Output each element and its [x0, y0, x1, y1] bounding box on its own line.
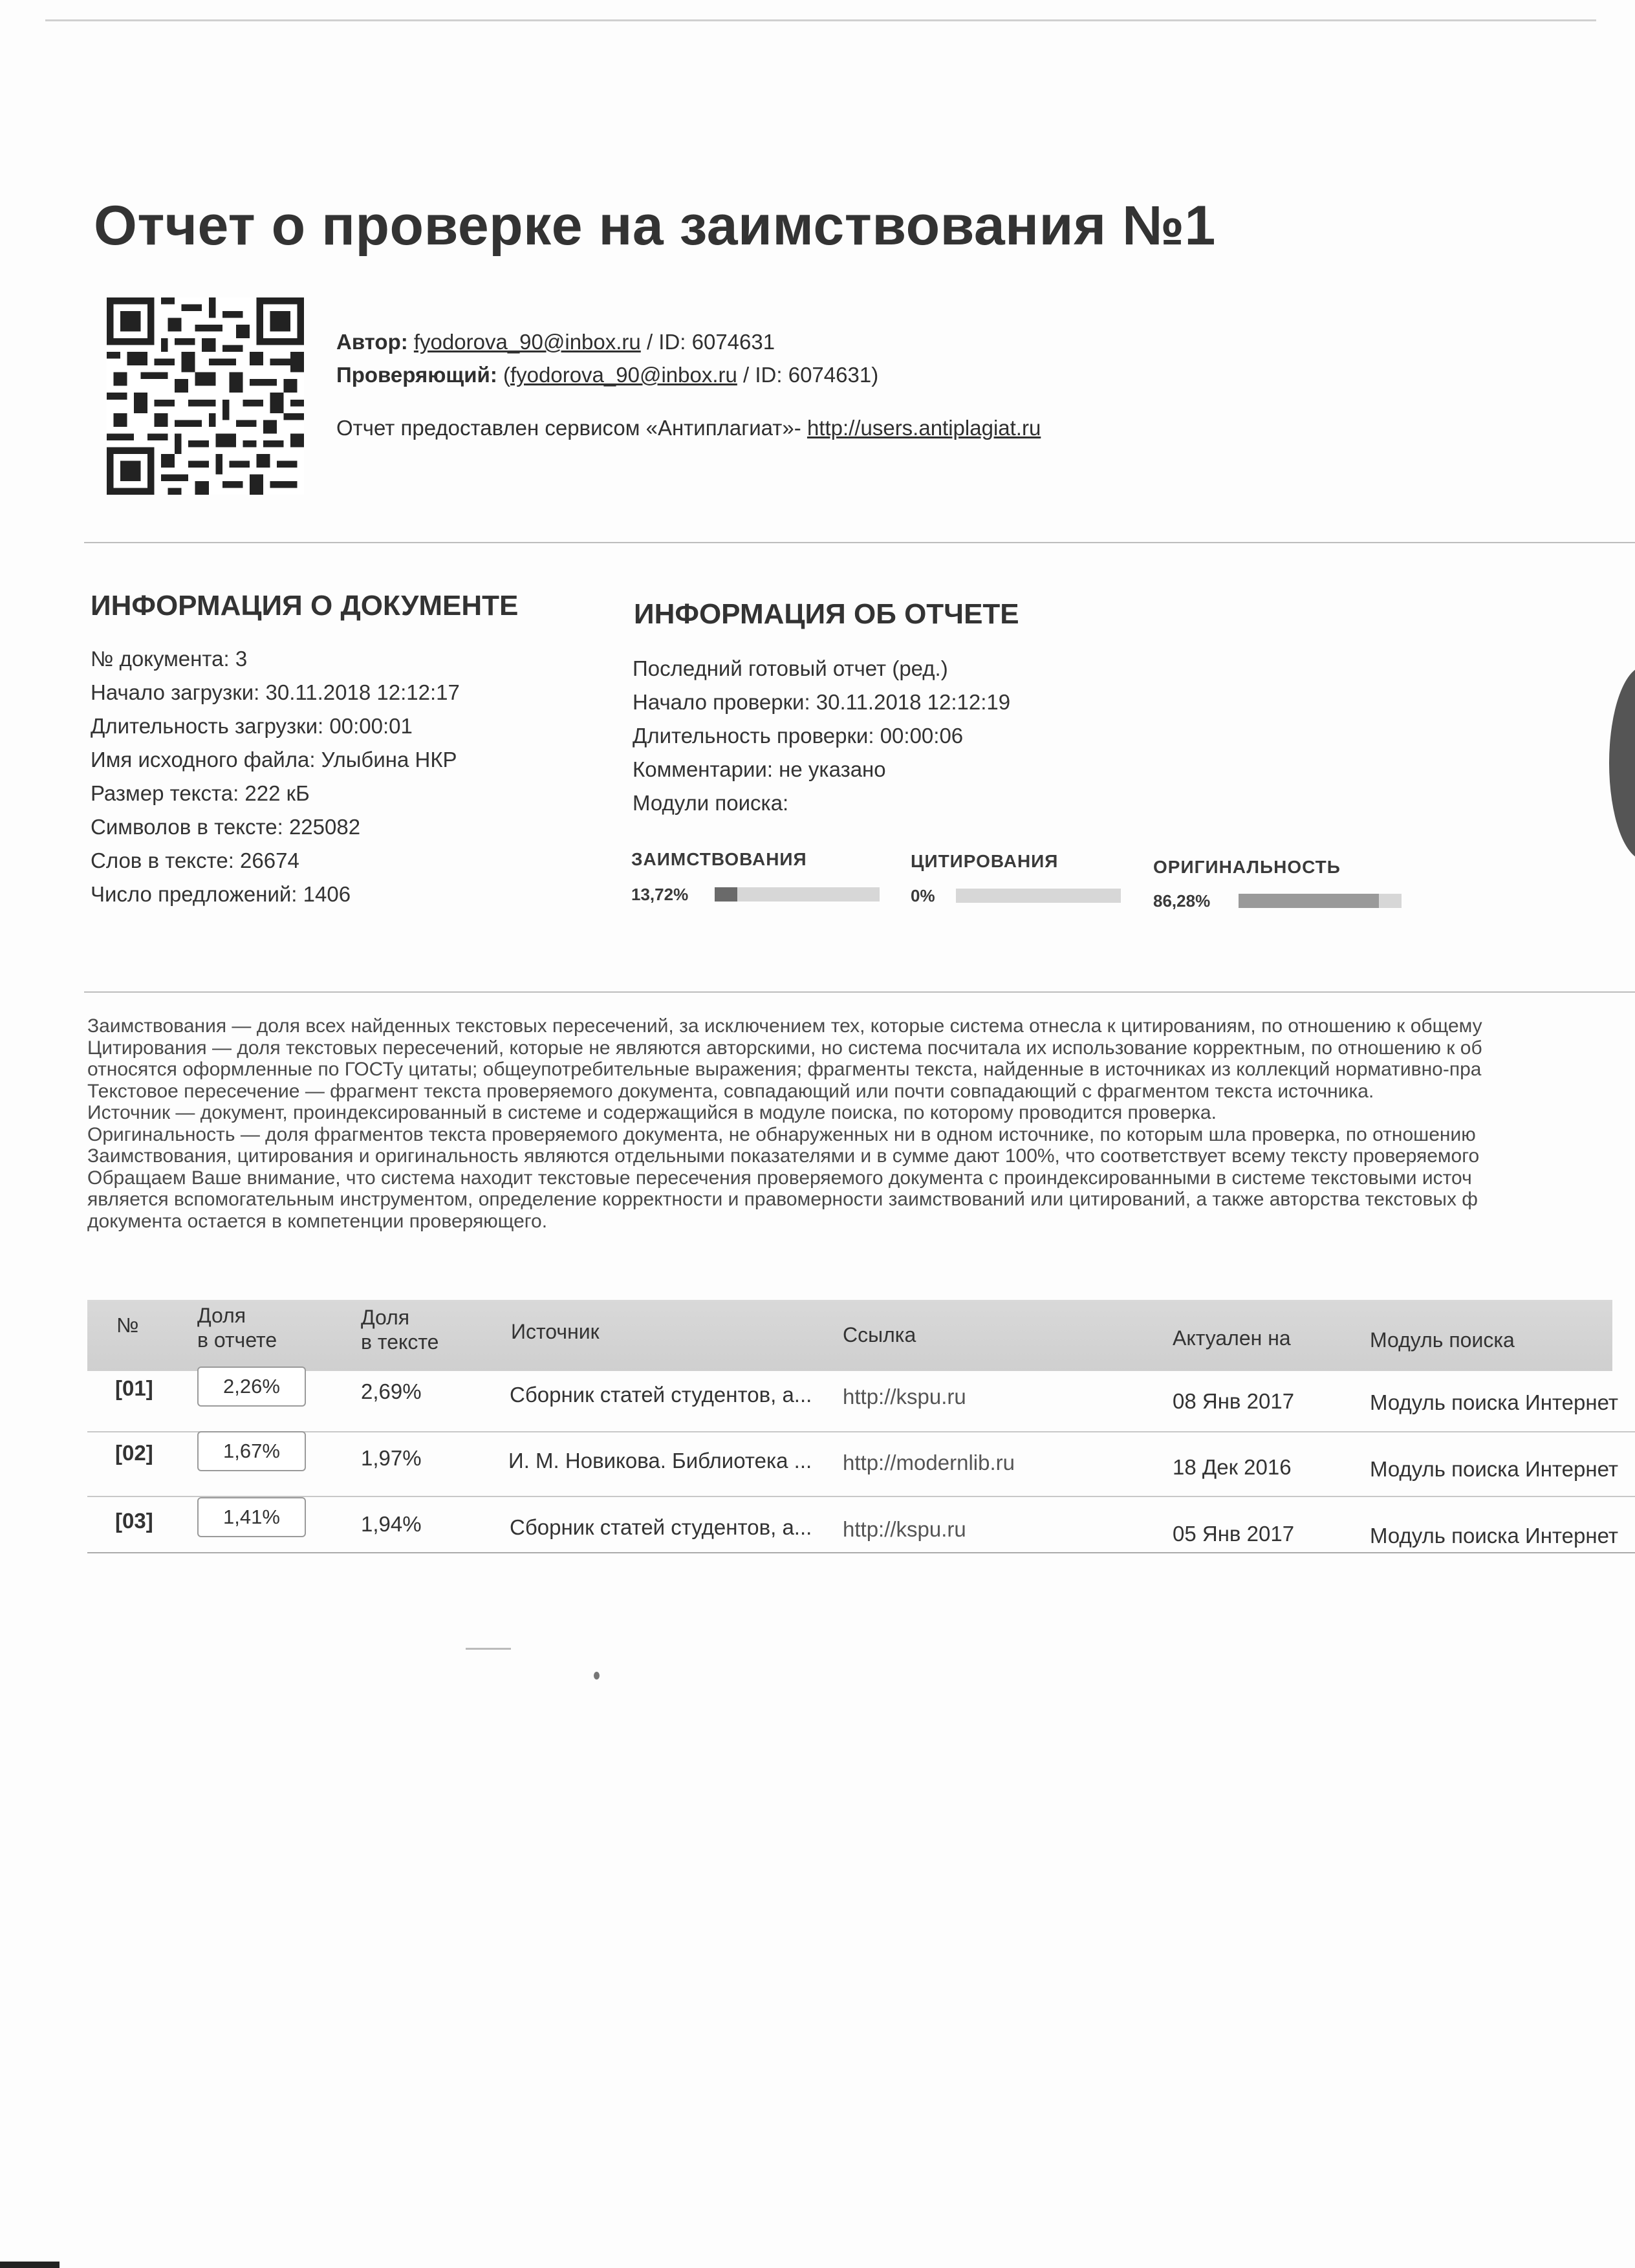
- row-3-actual: 05 Янв 2017: [1173, 1522, 1295, 1546]
- check-duration: Длительность проверки: 00:00:06: [633, 724, 964, 748]
- row-3-link[interactable]: http://kspu.ru: [843, 1517, 966, 1541]
- col-share-text-line1: Доля: [361, 1306, 410, 1329]
- row-2-actual: 18 Дек 2016: [1173, 1455, 1292, 1479]
- author-id: / ID: 6074631: [646, 330, 775, 354]
- row-divider: [87, 1496, 1635, 1497]
- originality-label: ОРИГИНАЛЬНОСТЬ: [1153, 857, 1341, 877]
- col-share-report-line2: в отчете: [197, 1328, 277, 1352]
- row-2-num: [02]: [115, 1441, 153, 1465]
- borrowing-label: ЗАИМСТВОВАНИЯ: [631, 849, 807, 869]
- scan-corner-mark: [0, 2262, 60, 2268]
- legend-line: Обращаем Ваше внимание, что система находит текстовые пересечения проверяемого документа с проиндексированными в системе текстовыми источ: [87, 1167, 1472, 1189]
- row-3-share-report[interactable]: 1,41%: [197, 1497, 306, 1537]
- legend-text: [87, 1015, 1635, 1232]
- sentence-count: Число предложений: 1406: [91, 882, 351, 906]
- word-count: Слов в тексте: 26674: [91, 848, 299, 872]
- row-1-share-report[interactable]: 2,26%: [197, 1366, 306, 1407]
- col-link-header: Ссылка: [843, 1323, 916, 1346]
- col-num-header: №: [116, 1313, 139, 1337]
- doc-info-list: [91, 642, 460, 911]
- doc-info-heading: ИНФОРМАЦИЯ О ДОКУМЕНТЕ: [91, 590, 519, 621]
- row-3-num: [03]: [115, 1509, 153, 1533]
- col-source-header: Источник: [511, 1320, 600, 1343]
- scan-speck: [466, 1648, 511, 1650]
- originality-value: 86,28%: [1153, 891, 1211, 911]
- citation-bar: [956, 889, 1121, 903]
- divider-middle: [84, 991, 1635, 993]
- legend-line: относятся оформленные по ГОСТу цитаты; общеупотребительные выражения; фрагменты текста, найденные в источниках из коллекций нормативно-пра: [87, 1059, 1482, 1080]
- col-share-report-line1: Доля: [197, 1304, 246, 1327]
- scan-speck: [594, 1672, 600, 1679]
- row-1-actual: 08 Янв 2017: [1173, 1389, 1295, 1413]
- col-share-text-line2: в тексте: [361, 1330, 439, 1354]
- row-divider: [87, 1431, 1635, 1432]
- borrowing-bar-fill: [715, 887, 737, 902]
- col-actual-header: Актуален на: [1173, 1326, 1291, 1350]
- author-email-link[interactable]: fyodorova_90@inbox.ru: [413, 330, 641, 354]
- row-3-module: Модуль поиска Интернет: [1370, 1524, 1618, 1548]
- divider-top: [84, 542, 1635, 543]
- col-share-report-header: [197, 1303, 277, 1352]
- page-title: Отчет о проверке на заимствования №1: [94, 195, 1216, 257]
- check-start: Начало проверки: 30.11.2018 12:12:19: [633, 690, 1011, 714]
- stats-pie-chart: [1609, 666, 1635, 860]
- row-2-share-report[interactable]: 1,67%: [197, 1431, 306, 1471]
- upload-duration: Длительность загрузки: 00:00:01: [91, 714, 413, 738]
- author-line: [336, 330, 775, 354]
- upload-start: Начало загрузки: 30.11.2018 12:12:17: [91, 680, 460, 704]
- checker-id: / ID: 6074631): [743, 363, 879, 387]
- originality-bar-fill: [1239, 894, 1379, 908]
- checker-line: [336, 363, 878, 387]
- legend-line: Текстовое пересечение — фрагмент текста проверяемого документа, совпадающий или почти совпадающий с фрагментом текста источника.: [87, 1080, 1374, 1102]
- row-2-link[interactable]: http://modernlib.ru: [843, 1451, 1015, 1474]
- col-share-text-header: [361, 1305, 439, 1354]
- row-1-source[interactable]: Сборник статей студентов, а...: [510, 1383, 812, 1407]
- originality-bar: [1239, 894, 1402, 908]
- row-1-link[interactable]: http://kspu.ru: [843, 1385, 966, 1409]
- checker-open-paren: (: [503, 363, 510, 387]
- borrowing-value: 13,72%: [631, 885, 689, 904]
- report-info-heading: ИНФОРМАЦИЯ ОБ ОТЧЕТЕ: [634, 598, 1019, 630]
- row-1-num: [01]: [115, 1376, 153, 1400]
- comments: Комментарии: не указано: [633, 757, 886, 781]
- top-scan-line: [45, 19, 1596, 21]
- row-3-share-text: 1,94%: [361, 1512, 422, 1536]
- row-3-source[interactable]: Сборник статей студентов, а...: [510, 1515, 812, 1539]
- legend-line: является вспомогательным инструментом, определение корректности и правомерности заимствований или цитирований, а также авторства текстовых ф: [87, 1189, 1478, 1210]
- legend-line: Цитирования — доля текстовых пересечений, которые не являются авторскими, но система посчитала их использование корректным, по отношению к об: [87, 1037, 1482, 1059]
- row-2-module: Модуль поиска Интернет: [1370, 1457, 1618, 1481]
- legend-line: Заимствования — доля всех найденных текстовых пересечений, за исключением тех, которые система отнесла к цитированиям, по отношению к общему: [87, 1015, 1482, 1037]
- legend-line: документа остается в компетенции проверяющего.: [87, 1210, 548, 1232]
- last-report: Последний готовый отчет (ред.): [633, 656, 948, 680]
- report-info-list: [633, 652, 1010, 820]
- borrowing-bar: [715, 887, 880, 902]
- char-count: Символов в тексте: 225082: [91, 815, 361, 839]
- service-text: Отчет предоставлен сервисом «Антиплагиат»-: [336, 416, 801, 440]
- legend-line: Заимствования, цитирования и оригинальность являются отдельными показателями и в сумме дают 100%, что соответствует всему тексту проверяемого: [87, 1145, 1480, 1167]
- citation-value: 0%: [911, 886, 935, 905]
- checker-email-link[interactable]: fyodorova_90@inbox.ru: [510, 363, 737, 387]
- checker-label: Проверяющий:: [336, 363, 497, 387]
- doc-number: № документа: 3: [91, 647, 248, 671]
- citation-label: ЦИТИРОВАНИЯ: [911, 851, 1059, 871]
- row-1-share-text: 2,69%: [361, 1379, 422, 1403]
- legend-line: Источник — документ, проиндексированный в системе и содержащийся в модуле поиска, по которому проводится проверка.: [87, 1102, 1217, 1123]
- legend-line: Оригинальность — доля фрагментов текста проверяемого документа, не обнаруженных ни в одном источнике, по которым шла проверка, по отношению: [87, 1123, 1476, 1145]
- row-2-share-text: 1,97%: [361, 1446, 422, 1470]
- qr-code-icon: [107, 297, 304, 495]
- row-1-module: Модуль поиска Интернет: [1370, 1390, 1618, 1414]
- author-label: Автор:: [336, 330, 408, 354]
- source-file-name: Имя исходного файла: Улыбина НКР: [91, 748, 457, 772]
- service-url-link[interactable]: http://users.antiplagiat.ru: [807, 416, 1041, 440]
- col-module-header: Модуль поиска: [1370, 1328, 1515, 1352]
- service-line: [336, 416, 1041, 440]
- text-size: Размер текста: 222 кБ: [91, 781, 310, 805]
- row-divider: [87, 1552, 1635, 1553]
- row-2-source[interactable]: И. М. Новикова. Библиотека ...: [508, 1449, 812, 1473]
- search-modules: Модули поиска:: [633, 791, 789, 815]
